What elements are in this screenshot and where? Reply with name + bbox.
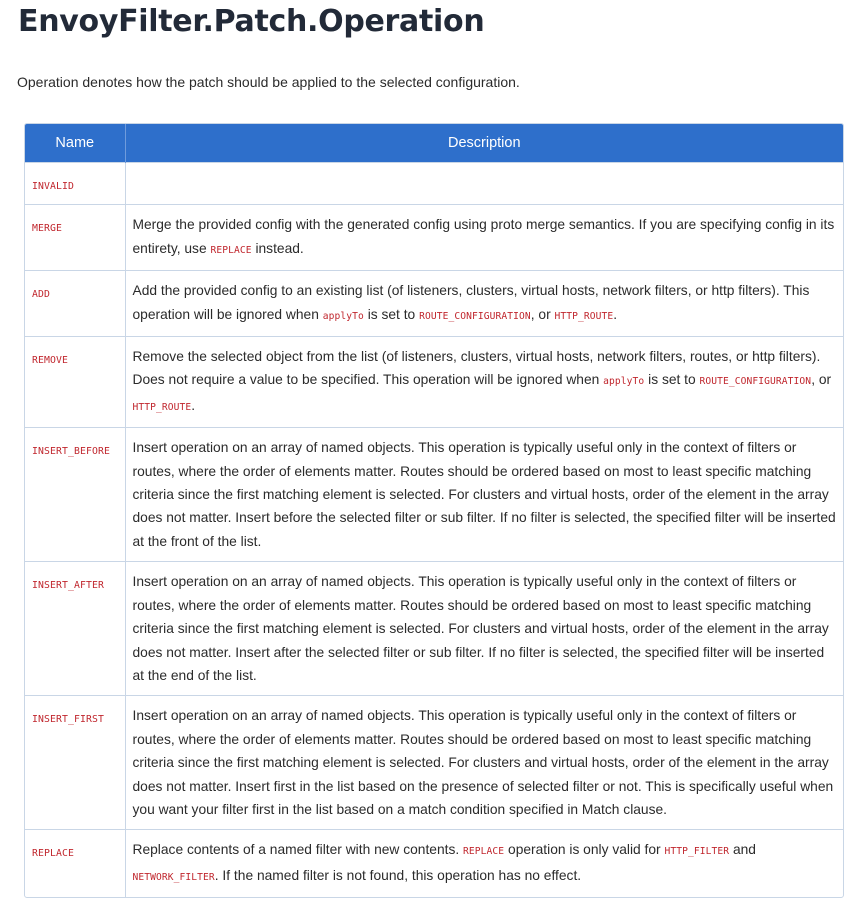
table-row — [25, 830, 843, 897]
description-cell — [125, 337, 843, 428]
table-row — [25, 205, 843, 271]
inline-code: ROUTE_CONFIGURATION — [699, 376, 812, 388]
name-cell — [25, 428, 125, 562]
name-cell — [25, 830, 125, 897]
description-cell — [125, 271, 843, 337]
operation-name: INSERT_FIRST — [32, 714, 104, 726]
inline-code: HTTP_FILTER — [664, 846, 730, 858]
operations-table — [24, 123, 844, 898]
inline-code: HTTP_ROUTE — [132, 401, 192, 413]
description-cell — [125, 696, 843, 830]
inline-code: applyTo — [603, 376, 645, 388]
operation-name: INSERT_BEFORE — [32, 446, 110, 458]
description-text: and — [729, 842, 756, 858]
description-text: Replace contents of a named filter with new contents. — [132, 842, 464, 858]
intro-text: Operation denotes how the patch should be applied to the selected configuration. — [17, 74, 520, 90]
description-text: Merge the provided config with the generated config using proto merge semantics. If you are specifying config in its entirety, use — [132, 217, 835, 256]
description-text: . — [191, 397, 196, 413]
inline-code: REPLACE — [210, 244, 252, 256]
description-cell — [125, 562, 843, 696]
operation-name: REPLACE — [32, 848, 74, 860]
operation-name: REMOVE — [32, 355, 68, 367]
name-cell — [25, 205, 125, 271]
table-row — [25, 163, 843, 205]
table-row — [25, 428, 843, 562]
description-text: . — [613, 306, 618, 322]
description-text: Remove the selected object from the list (of listeners, clusters, virtual hosts, network filters, routes, or http filters). Does not require a value to be specified. This operation will be ignored when — [132, 349, 821, 388]
inline-code: REPLACE — [463, 846, 505, 858]
operation-name: ADD — [32, 289, 50, 301]
operation-name: INVALID — [32, 181, 74, 192]
name-cell — [25, 271, 125, 337]
table-row — [25, 271, 843, 337]
description-cell — [125, 163, 843, 205]
inline-code: applyTo — [322, 310, 364, 322]
inline-code: NETWORK_FILTER — [132, 871, 215, 883]
name-cell — [25, 562, 125, 696]
table-row — [25, 562, 843, 696]
table-header-row — [25, 124, 843, 163]
inline-code: ROUTE_CONFIGURATION — [419, 310, 531, 322]
header-name: Name — [25, 124, 125, 163]
name-cell — [25, 337, 125, 428]
description-text: , or — [811, 372, 832, 388]
description-cell — [125, 830, 843, 897]
operation-name: INSERT_AFTER — [32, 580, 104, 592]
operation-name: MERGE — [32, 223, 62, 235]
page-title: EnvoyFilter.Patch.Operation — [18, 4, 485, 39]
description-text: operation is only valid for — [504, 842, 665, 858]
description-text: Insert operation on an array of named objects. This operation is typically useful only in the context of filters or routes, where the order of elements matter. Routes should be ordered based on most to least specific matching criteria since the first matching element is selected. For clusters and virtual hosts, order of the element in the array does not matter. Insert first in the list based on the presence of selected filter or not. This is specifically useful when you want your filter first in the list based on a match condition specified in Match clause. — [132, 708, 834, 817]
description-text: Insert operation on an array of named objects. This operation is typically useful only in the context of filters or routes, where the order of elements matter. Routes should be ordered based on most to least specific matching criteria since the first matching element is selected. For clusters and virtual hosts, order of the element in the array does not matter. Insert after the selected filter or sub filter. If no filter is selected, the specified filter will be inserted at the end of the list. — [132, 574, 829, 683]
header-description: Description — [125, 124, 843, 163]
table-body — [25, 163, 843, 898]
name-cell — [25, 696, 125, 830]
description-text: Add the provided config to an existing list (of listeners, clusters, virtual hosts, network filters, or http filters). This operation will be ignored when — [132, 283, 810, 322]
description-text: instead. — [251, 240, 304, 256]
inline-code: HTTP_ROUTE — [554, 310, 614, 322]
description-text: is set to — [644, 372, 700, 388]
description-cell — [125, 205, 843, 271]
name-cell — [25, 163, 125, 205]
table-row — [25, 337, 843, 428]
table-row — [25, 696, 843, 830]
description-cell — [125, 428, 843, 562]
description-text: , or — [530, 306, 555, 322]
description-text: Insert operation on an array of named objects. This operation is typically useful only in the context of filters or routes, where the order of elements matter. Routes should be ordered based on most to least specific matching criteria since the first matching element is selected. For clusters and virtual hosts, order of the element in the array does not matter. Insert before the selected filter or sub filter. If no filter is selected, the specified filter will be inserted at the front of the list. — [132, 440, 836, 549]
description-text: is set to — [363, 306, 420, 322]
description-text: . If the named filter is not found, this operation has no effect. — [214, 867, 582, 883]
